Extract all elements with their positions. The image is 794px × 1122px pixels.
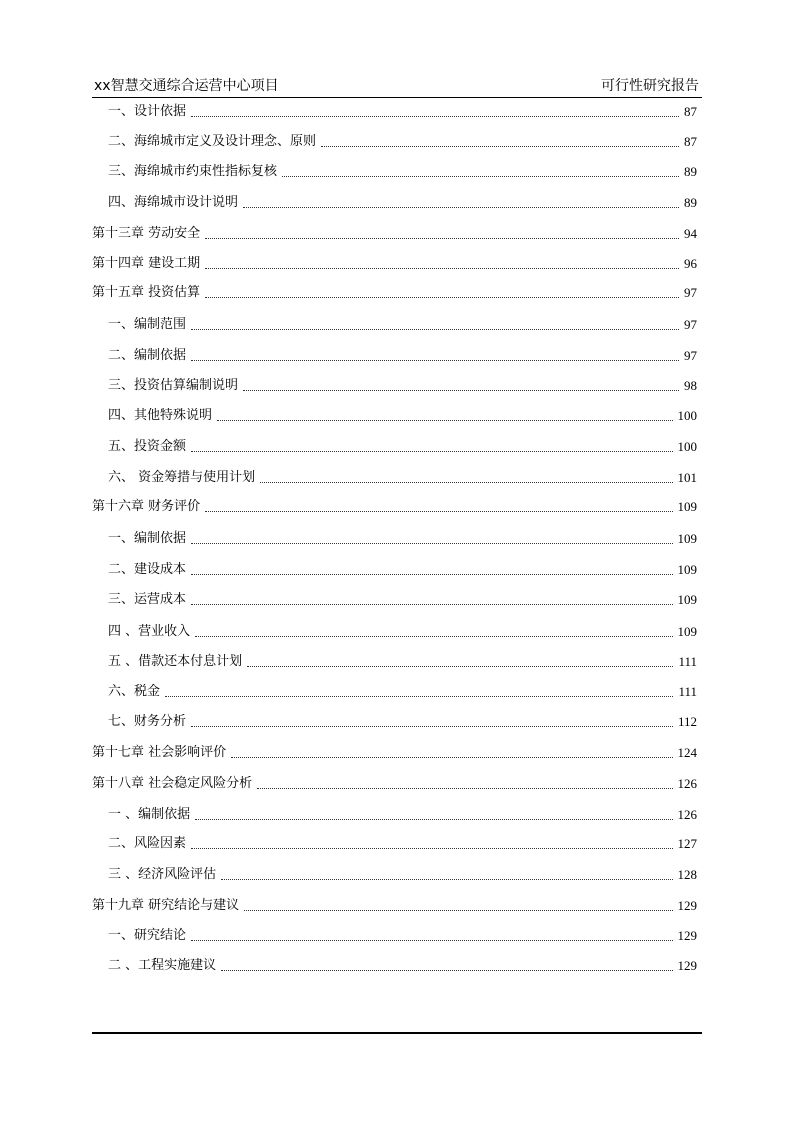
dot-leader [191, 574, 672, 575]
toc-entry-label: 二、建设成本 [108, 562, 187, 577]
toc-entry-page-number: 111 [678, 684, 697, 699]
toc-entry-page-number: 96 [684, 256, 697, 271]
toc-entry-page-number: 87 [684, 134, 697, 149]
toc-entry-page-number: 111 [678, 654, 697, 669]
toc-entry-label: 第十六章 财务评价 [92, 499, 201, 514]
toc-entry-label: 一、研究结论 [108, 928, 187, 943]
dot-leader [195, 636, 672, 637]
dot-leader [205, 268, 679, 269]
dot-leader [260, 482, 672, 483]
toc-entry-page-number: 109 [677, 624, 697, 639]
toc-entry[interactable] [92, 496, 697, 518]
dot-leader [205, 238, 679, 239]
dot-leader [257, 788, 672, 789]
toc-entry-label: 二 、工程实施建议 [108, 958, 217, 973]
footer-divider [92, 1032, 702, 1034]
toc-entry-label: 第十七章 社会影响评价 [92, 745, 227, 760]
toc-entry-page-number: 97 [684, 317, 697, 332]
toc-entry-page-number: 128 [677, 867, 697, 882]
toc-entry-page-number: 101 [677, 470, 697, 485]
toc-entry-label: 六、 资金筹措与使用计划 [108, 470, 256, 485]
toc-entry-page-number: 98 [684, 378, 697, 393]
toc-entry-page-number: 97 [684, 285, 697, 300]
dot-leader [191, 940, 672, 941]
toc-entry-page-number: 97 [684, 348, 697, 363]
toc-entry[interactable] [108, 681, 697, 703]
toc-entry[interactable] [108, 804, 697, 826]
dot-leader [191, 848, 672, 849]
toc-entry-label: 一、设计依据 [108, 104, 187, 119]
toc-entry[interactable] [108, 375, 697, 397]
toc-entry[interactable] [108, 651, 697, 673]
toc-entry[interactable] [92, 742, 697, 764]
toc-entry[interactable] [108, 925, 697, 947]
dot-leader [321, 146, 679, 147]
toc-entry[interactable] [108, 161, 697, 183]
toc-entry-label: 三 、经济风险评估 [108, 867, 217, 882]
dot-leader [221, 879, 672, 880]
toc-entry-label: 一 、编制依据 [108, 807, 191, 822]
toc-entry[interactable] [108, 833, 697, 855]
dot-leader [205, 511, 672, 512]
toc-entry-page-number: 89 [684, 164, 697, 179]
toc-entry-page-number: 89 [684, 195, 697, 210]
toc-entry[interactable] [108, 405, 697, 427]
toc-entry[interactable] [108, 955, 697, 977]
toc-entry-label: 二、编制依据 [108, 348, 187, 363]
page-header [92, 76, 699, 96]
toc-entry-page-number: 129 [677, 898, 697, 913]
toc-entry[interactable] [108, 528, 697, 550]
dot-leader [165, 696, 673, 697]
toc-entry-label: 五 、借款还本付息计划 [108, 654, 243, 669]
dot-leader [247, 666, 673, 667]
toc-entry-label: 一、编制范围 [108, 317, 187, 332]
toc-entry-label: 二、海绵城市定义及设计理念、原则 [108, 134, 317, 149]
toc-entry[interactable] [108, 345, 697, 367]
toc-entry-label: 二、风险因素 [108, 836, 187, 851]
toc-entry-page-number: 129 [677, 928, 697, 943]
toc-entry-label: 七、财务分析 [108, 714, 187, 729]
toc-entry[interactable] [108, 864, 697, 886]
toc-entry-page-number: 129 [677, 958, 697, 973]
toc-entry[interactable] [108, 131, 697, 153]
dot-leader [191, 116, 679, 117]
dot-leader [244, 910, 672, 911]
toc-entry-label: 三、海绵城市约束性指标复核 [108, 164, 278, 179]
dot-leader [191, 543, 672, 544]
toc-entry-page-number: 87 [684, 104, 697, 119]
toc-entry-label: 第十四章 建设工期 [92, 256, 201, 271]
toc-entry-label: 第十三章 劳动安全 [92, 226, 201, 241]
toc-entry-page-number: 126 [677, 807, 697, 822]
toc-entry-page-number: 112 [677, 714, 697, 729]
header-report-title: 可行性研究报告 [601, 78, 699, 94]
toc-entry-page-number: 109 [677, 531, 697, 546]
toc-entry-label: 三、投资估算编制说明 [108, 378, 239, 393]
dot-leader [191, 451, 672, 452]
toc-entry[interactable] [108, 192, 697, 214]
toc-entry[interactable] [108, 559, 697, 581]
toc-entry[interactable] [108, 467, 697, 489]
toc-entry[interactable] [108, 589, 697, 611]
dot-leader [205, 297, 679, 298]
dot-leader [231, 757, 672, 758]
toc-entry[interactable] [92, 895, 697, 917]
toc-entry-page-number: 124 [677, 745, 697, 760]
toc-entry[interactable] [108, 436, 697, 458]
dot-leader [217, 420, 672, 421]
toc-entry[interactable] [108, 314, 697, 336]
toc-entry-label: 四、其他特殊说明 [108, 408, 213, 423]
dot-leader [243, 390, 679, 391]
toc-entry-label: 第十九章 研究结论与建议 [92, 898, 240, 913]
toc-entry-label: 五、投资金额 [108, 439, 187, 454]
toc-entry-label: 第十五章 投资估算 [92, 285, 201, 300]
toc-entry-page-number: 126 [677, 776, 697, 791]
toc-entry[interactable] [92, 282, 697, 304]
toc-entry[interactable] [108, 101, 697, 123]
dot-leader [191, 360, 679, 361]
dot-leader [243, 207, 679, 208]
dot-leader [195, 819, 672, 820]
toc-entry[interactable] [108, 621, 697, 643]
toc-entry[interactable] [92, 223, 697, 245]
toc-entry-label: 四 、营业收入 [108, 624, 191, 639]
header-project-title: xx智慧交通综合运营中心项目 [94, 78, 279, 94]
toc-entry-page-number: 100 [677, 439, 697, 454]
toc-entry-label: 六、税金 [108, 684, 161, 699]
toc-entry-page-number: 109 [677, 499, 697, 514]
toc-entry-page-number: 109 [677, 592, 697, 607]
dot-leader [191, 604, 672, 605]
toc-entry[interactable] [108, 711, 697, 733]
toc-entry[interactable] [92, 773, 697, 795]
dot-leader [282, 176, 679, 177]
toc-entry-page-number: 109 [677, 562, 697, 577]
toc-entry-label: 三、运营成本 [108, 592, 187, 607]
dot-leader [191, 726, 673, 727]
toc-entry-label: 第十八章 社会稳定风险分析 [92, 776, 253, 791]
toc-entry-page-number: 100 [677, 408, 697, 423]
dot-leader [221, 970, 672, 971]
toc-entry-label: 四、海绵城市设计说明 [108, 195, 239, 210]
toc-entry-page-number: 94 [684, 226, 697, 241]
toc-entry[interactable] [92, 253, 697, 275]
header-divider [92, 97, 702, 98]
dot-leader [191, 329, 679, 330]
toc-entry-page-number: 127 [677, 836, 697, 851]
toc-entry-label: 一、编制依据 [108, 531, 187, 546]
